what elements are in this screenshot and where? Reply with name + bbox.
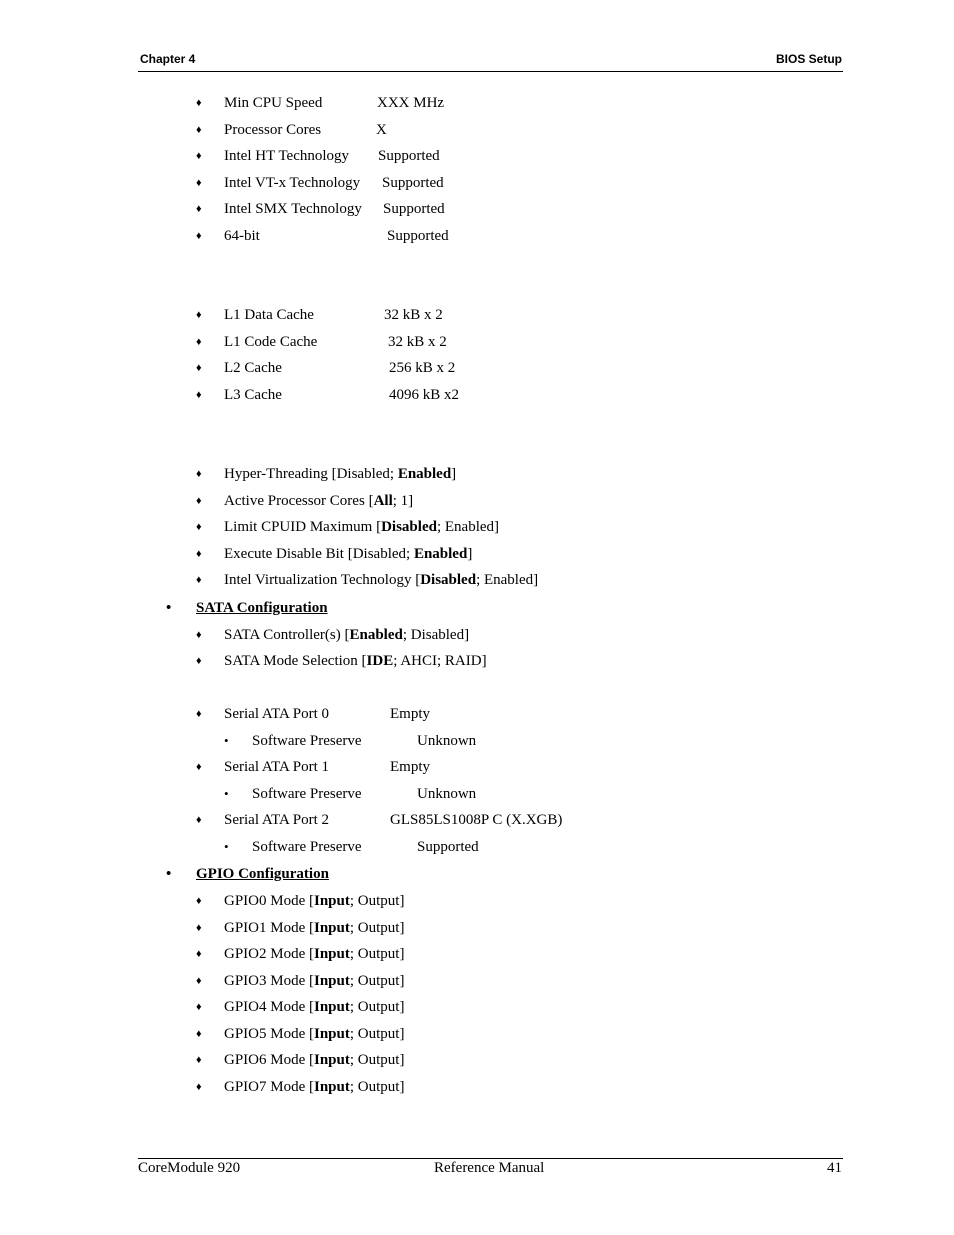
option-name: Limit CPUID Maximum	[224, 519, 373, 535]
option-name: GPIO1 Mode	[224, 920, 306, 936]
item-label: 64-bit	[224, 228, 260, 244]
diamond-bullet-icon: ♦	[196, 230, 202, 242]
diamond-bullet-icon: ♦	[196, 975, 202, 987]
diamond-bullet-icon: ♦	[196, 468, 202, 480]
port-label: Serial ATA Port 2	[224, 812, 330, 828]
diamond-bullet-icon: ♦	[196, 655, 202, 667]
option-name: Active Processor Cores	[224, 493, 365, 509]
port-value: Empty	[390, 706, 430, 722]
item-label: Min CPU Speed	[224, 95, 323, 111]
option-rest: ; Output]	[349, 1052, 405, 1068]
diamond-bullet-icon: ♦	[196, 1054, 202, 1066]
item-value: Supported	[378, 148, 440, 164]
port-label: Serial ATA Port 1	[224, 759, 330, 775]
option-rest: ]	[467, 546, 473, 562]
sub-label: Software Preserve	[252, 786, 362, 802]
option-default: All	[373, 493, 393, 509]
option-bracket: [	[411, 572, 421, 588]
option-rest: ; Disabled]	[402, 627, 470, 643]
option-name: Execute Disable Bit	[224, 546, 344, 562]
small-bullet-icon: •	[224, 786, 229, 801]
sub-value: Unknown	[417, 733, 477, 749]
sata-configuration-heading: SATA Configuration	[196, 600, 328, 616]
item-value: Supported	[387, 228, 449, 244]
option-default: Input	[314, 973, 350, 989]
item-value: Supported	[382, 175, 444, 191]
small-bullet-icon: •	[224, 733, 229, 748]
option-bracket: [	[364, 493, 374, 509]
diamond-bullet-icon: ♦	[196, 177, 202, 189]
option-bracket: [	[305, 1079, 314, 1095]
sub-label: Software Preserve	[252, 733, 362, 749]
item-value: Supported	[383, 201, 445, 217]
option-bracket: [Disabled;	[343, 546, 414, 562]
option-rest: ; Output]	[349, 893, 405, 909]
option-name: GPIO6 Mode	[224, 1052, 306, 1068]
item-value: 4096 kB x2	[389, 387, 460, 403]
item-label: Intel VT-x Technology	[224, 175, 361, 191]
option-default: Input	[314, 1079, 350, 1095]
option-bracket: [	[305, 946, 314, 962]
option-rest: ; Enabled]	[476, 572, 539, 588]
diamond-bullet-icon: ♦	[196, 922, 202, 934]
option-default: Enabled	[413, 546, 468, 562]
gpio-configuration-heading: GPIO Configuration	[196, 866, 329, 882]
option-bracket: [	[340, 627, 350, 643]
item-value: 32 kB x 2	[384, 307, 443, 323]
option-bracket: [	[357, 653, 367, 669]
diamond-bullet-icon: ♦	[196, 336, 202, 348]
option-bracket: [	[305, 893, 314, 909]
bullet-icon: •	[166, 866, 172, 882]
diamond-bullet-icon: ♦	[196, 814, 202, 826]
port-label: Serial ATA Port 0	[224, 706, 330, 722]
item-label: L1 Code Cache	[224, 334, 318, 350]
option-default: Enabled	[397, 466, 452, 482]
option-name: Hyper-Threading	[224, 466, 328, 482]
diamond-bullet-icon: ♦	[196, 150, 202, 162]
option-bracket: [Disabled;	[327, 466, 398, 482]
footer-product-name: CoreModule 920	[138, 1160, 241, 1176]
diamond-bullet-icon: ♦	[196, 389, 202, 401]
diamond-bullet-icon: ♦	[196, 548, 202, 560]
option-default: Input	[314, 999, 350, 1015]
diamond-bullet-icon: ♦	[196, 97, 202, 109]
option-rest: ; AHCI; RAID]	[393, 653, 487, 669]
item-label: L2 Cache	[224, 360, 282, 376]
option-default: Input	[314, 1052, 350, 1068]
item-label: L1 Data Cache	[224, 307, 314, 323]
option-rest: ; Output]	[349, 920, 405, 936]
diamond-bullet-icon: ♦	[196, 629, 202, 641]
footer-document-title: Reference Manual	[434, 1160, 545, 1176]
option-rest: ; Enabled]	[436, 519, 500, 535]
sub-value: Supported	[417, 839, 479, 855]
diamond-bullet-icon: ♦	[196, 708, 202, 720]
diamond-bullet-icon: ♦	[196, 203, 202, 215]
diamond-bullet-icon: ♦	[196, 1081, 202, 1093]
diamond-bullet-icon: ♦	[196, 309, 202, 321]
diamond-bullet-icon: ♦	[196, 362, 202, 374]
diamond-bullet-icon: ♦	[196, 761, 202, 773]
option-bracket: [	[305, 920, 314, 936]
sub-value: Unknown	[417, 786, 477, 802]
option-rest: ; Output]	[349, 973, 405, 989]
option-rest: ; 1]	[392, 493, 414, 509]
option-default: Input	[314, 893, 350, 909]
option-bracket: [	[305, 1052, 314, 1068]
page-number: 41	[827, 1160, 842, 1176]
diamond-bullet-icon: ♦	[196, 895, 202, 907]
diamond-bullet-icon: ♦	[196, 948, 202, 960]
diamond-bullet-icon: ♦	[196, 521, 202, 533]
item-label: Intel HT Technology	[224, 148, 350, 164]
option-name: GPIO7 Mode	[224, 1079, 306, 1095]
footer-divider	[138, 1158, 843, 1159]
diamond-bullet-icon: ♦	[196, 1028, 202, 1040]
option-bracket: [	[372, 519, 382, 535]
option-name: GPIO3 Mode	[224, 973, 306, 989]
diamond-bullet-icon: ♦	[196, 124, 202, 136]
option-default: IDE	[366, 653, 394, 669]
diamond-bullet-icon: ♦	[196, 495, 202, 507]
option-bracket: [	[305, 973, 314, 989]
option-bracket: [	[305, 999, 314, 1015]
option-default: Disabled	[420, 572, 477, 588]
item-value: XXX MHz	[377, 95, 445, 111]
diamond-bullet-icon: ♦	[196, 1001, 202, 1013]
option-name: SATA Controller(s)	[224, 627, 341, 643]
option-name: SATA Mode Selection	[224, 653, 358, 669]
option-name: Intel Virtualization Technology	[224, 572, 412, 588]
sub-label: Software Preserve	[252, 839, 362, 855]
port-value: Empty	[390, 759, 430, 775]
item-value: X	[376, 122, 387, 138]
page-header-chapter: Chapter 4	[140, 52, 196, 66]
option-rest: ; Output]	[349, 999, 405, 1015]
item-label: L3 Cache	[224, 387, 282, 403]
header-divider	[138, 71, 843, 72]
option-default: Input	[314, 1026, 350, 1042]
option-rest: ; Output]	[349, 1079, 405, 1095]
option-rest: ; Output]	[349, 1026, 405, 1042]
option-default: Input	[314, 920, 350, 936]
bullet-icon: •	[166, 600, 172, 616]
small-bullet-icon: •	[224, 839, 229, 854]
port-value: GLS85LS1008P C (X.XGB)	[390, 812, 563, 828]
item-label: Intel SMX Technology	[224, 201, 362, 217]
option-rest: ]	[451, 466, 457, 482]
option-rest: ; Output]	[349, 946, 405, 962]
option-name: GPIO5 Mode	[224, 1026, 306, 1042]
option-name: GPIO0 Mode	[224, 893, 306, 909]
option-name: GPIO2 Mode	[224, 946, 306, 962]
option-bracket: [	[305, 1026, 314, 1042]
option-default: Enabled	[349, 627, 403, 643]
diamond-bullet-icon: ♦	[196, 574, 202, 586]
option-default: Disabled	[381, 519, 437, 535]
option-name: GPIO4 Mode	[224, 999, 306, 1015]
option-default: Input	[314, 946, 350, 962]
item-value: 32 kB x 2	[388, 334, 447, 350]
page-header-section: BIOS Setup	[775, 52, 842, 66]
item-value: 256 kB x 2	[389, 360, 456, 376]
item-label: Processor Cores	[224, 122, 322, 138]
